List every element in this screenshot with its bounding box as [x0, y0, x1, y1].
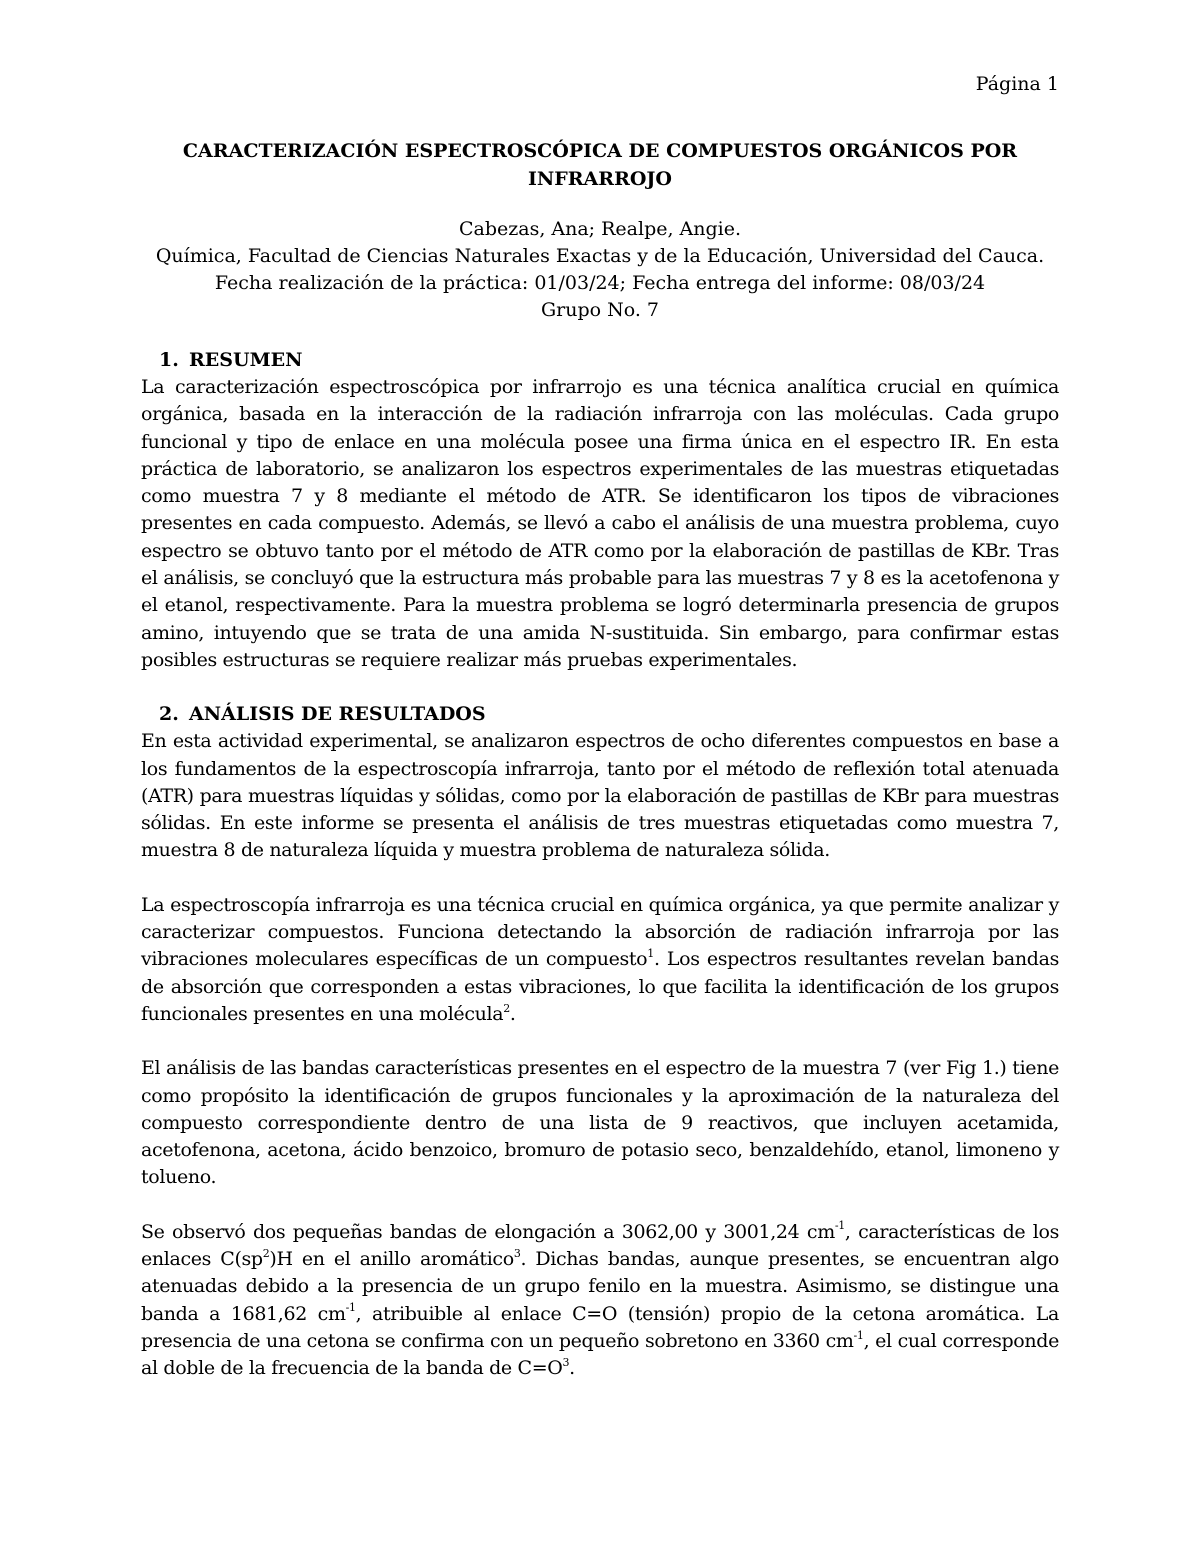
section-title: RESUMEN — [189, 349, 303, 371]
results-paragraph-4: Se observó dos pequeñas bandas de elongación a 3062,00 y 3001,24 $cm^{-1}$, características de los enlaces $C(sp^2)H$ en el anillo aromático$^3$. Dichas bandas, aunque presentes, se encuentran algo atenuadas debido a la presencia de un grupo fenilo en la muestra. Asimismo, se distingue una banda a 1681,62 $cm^{-1}$, atribuible al enlace C=O (tensión) propio de la cetona aromática. La presencia de una cetona se confirma con un pequeño sobretono en 3360 $cm^{-1}$, el cual corresponde al doble de la frecuencia de la banda de $C=O^3$. — [141, 1219, 1059, 1380]
affiliation: Química, Facultad de Ciencias Naturales Exactas y de la Educación, Universidad del Cauca. — [155, 245, 1045, 267]
section-title: ANÁLISIS DE RESULTADOS — [189, 703, 486, 726]
citation-3b: 3 — [562, 1355, 570, 1369]
document-title — [141, 137, 1059, 193]
section-heading-analisis — [141, 700, 1059, 728]
title-line-2: INFRARROJO — [528, 168, 672, 190]
group-number: Grupo No. 7 — [540, 299, 660, 321]
section-number: 2. — [159, 703, 179, 726]
results-paragraph-2: La espectroscopía infrarroja es una técnica crucial en química orgánica, ya que permite analizar y caracterizar compuestos. Funciona detectando la absorción de radiación infrarroja por las vibraciones moleculares específicas de un compuesto$^1$. Los espectros resultantes revelan bandas de absorción que corresponden a estas vibraciones, lo que facilita la identificación de los grupos funcionales presentes en una molécula$^2$. — [141, 893, 1059, 1025]
citation-3: 3 — [513, 1246, 521, 1260]
abstract-paragraph: La caracterización espectroscópica por infrarrojo es una técnica analítica crucial en química orgánica, basada en la interacción de la radiación infrarroja con las moléculas. Cada grupo funcional y tipo de enlace en una molécula posee una firma única en el espectro IR. En esta práctica de laboratorio, se analizaron los espectros experimentales de las muestras etiquetadas como muestra 7 y 8 mediante el método de ATR. Se identificaron los tipos de vibraciones presentes en cada compuesto. Además, se llevó a cabo el análisis de una muestra problema, cuyo espectro se obtuvo tanto por el método de ATR como por la elaboración de pastillas de KBr. Tras el análisis, se concluyó que la estructura más probable para las muestras 7 y 8 es la acetofenona y el etanol, respectivamente. Para la muestra problema se logró determinarla presencia de grupos amino, intuyendo que se trata de una amida N-sustituida. Sin embargo, para confirmar estas posibles estructuras se requiere realizar más pruebas experimentales. — [141, 376, 1059, 671]
section-number: 1. — [159, 349, 179, 371]
citation-2: 2 — [503, 1001, 510, 1015]
section-heading-resumen — [141, 346, 1059, 374]
title-line-1: CARACTERIZACIÓN ESPECTROSCÓPICA DE COMPUESTOS ORGÁNICOS POR — [182, 140, 1018, 162]
dates: Fecha realización de la práctica: 01/03/24; Fecha entrega del informe: 08/03/24 — [214, 272, 986, 294]
results-paragraph-3: El análisis de las bandas características presentes en el espectro de la muestra 7 (ver Fig 1.) tiene como propósito la identificación de grupos funcionales y la aproximación de la naturaleza del compuesto correspondiente dentro de una lista de 9 reactivos, que incluyen acetamida, acetofenona, acetona, ácido benzoico, bromuro de potasio seco, benzaldehído, etanol, limoneno y tolueno. — [141, 1057, 1059, 1189]
citation-1: 1 — [647, 947, 654, 961]
page-number: Página 1 — [975, 73, 1059, 95]
results-paragraph-1: En esta actividad experimental, se analizaron espectros de ocho diferentes compuestos en base a los fundamentos de la espectroscopía infrarroja, tanto por el método de reflexión total atenuada (ATR) para muestras líquidas y sólidas, como por la elaboración de pastillas de KBr para muestras sólidas. En este informe se presenta el análisis de tres muestras etiquetadas como muestra 7, muestra 8 de naturaleza líquida y muestra problema de naturaleza sólida. — [141, 730, 1059, 862]
authors: Cabezas, Ana; Realpe, Angie. — [458, 218, 742, 240]
header-info — [141, 216, 1059, 324]
